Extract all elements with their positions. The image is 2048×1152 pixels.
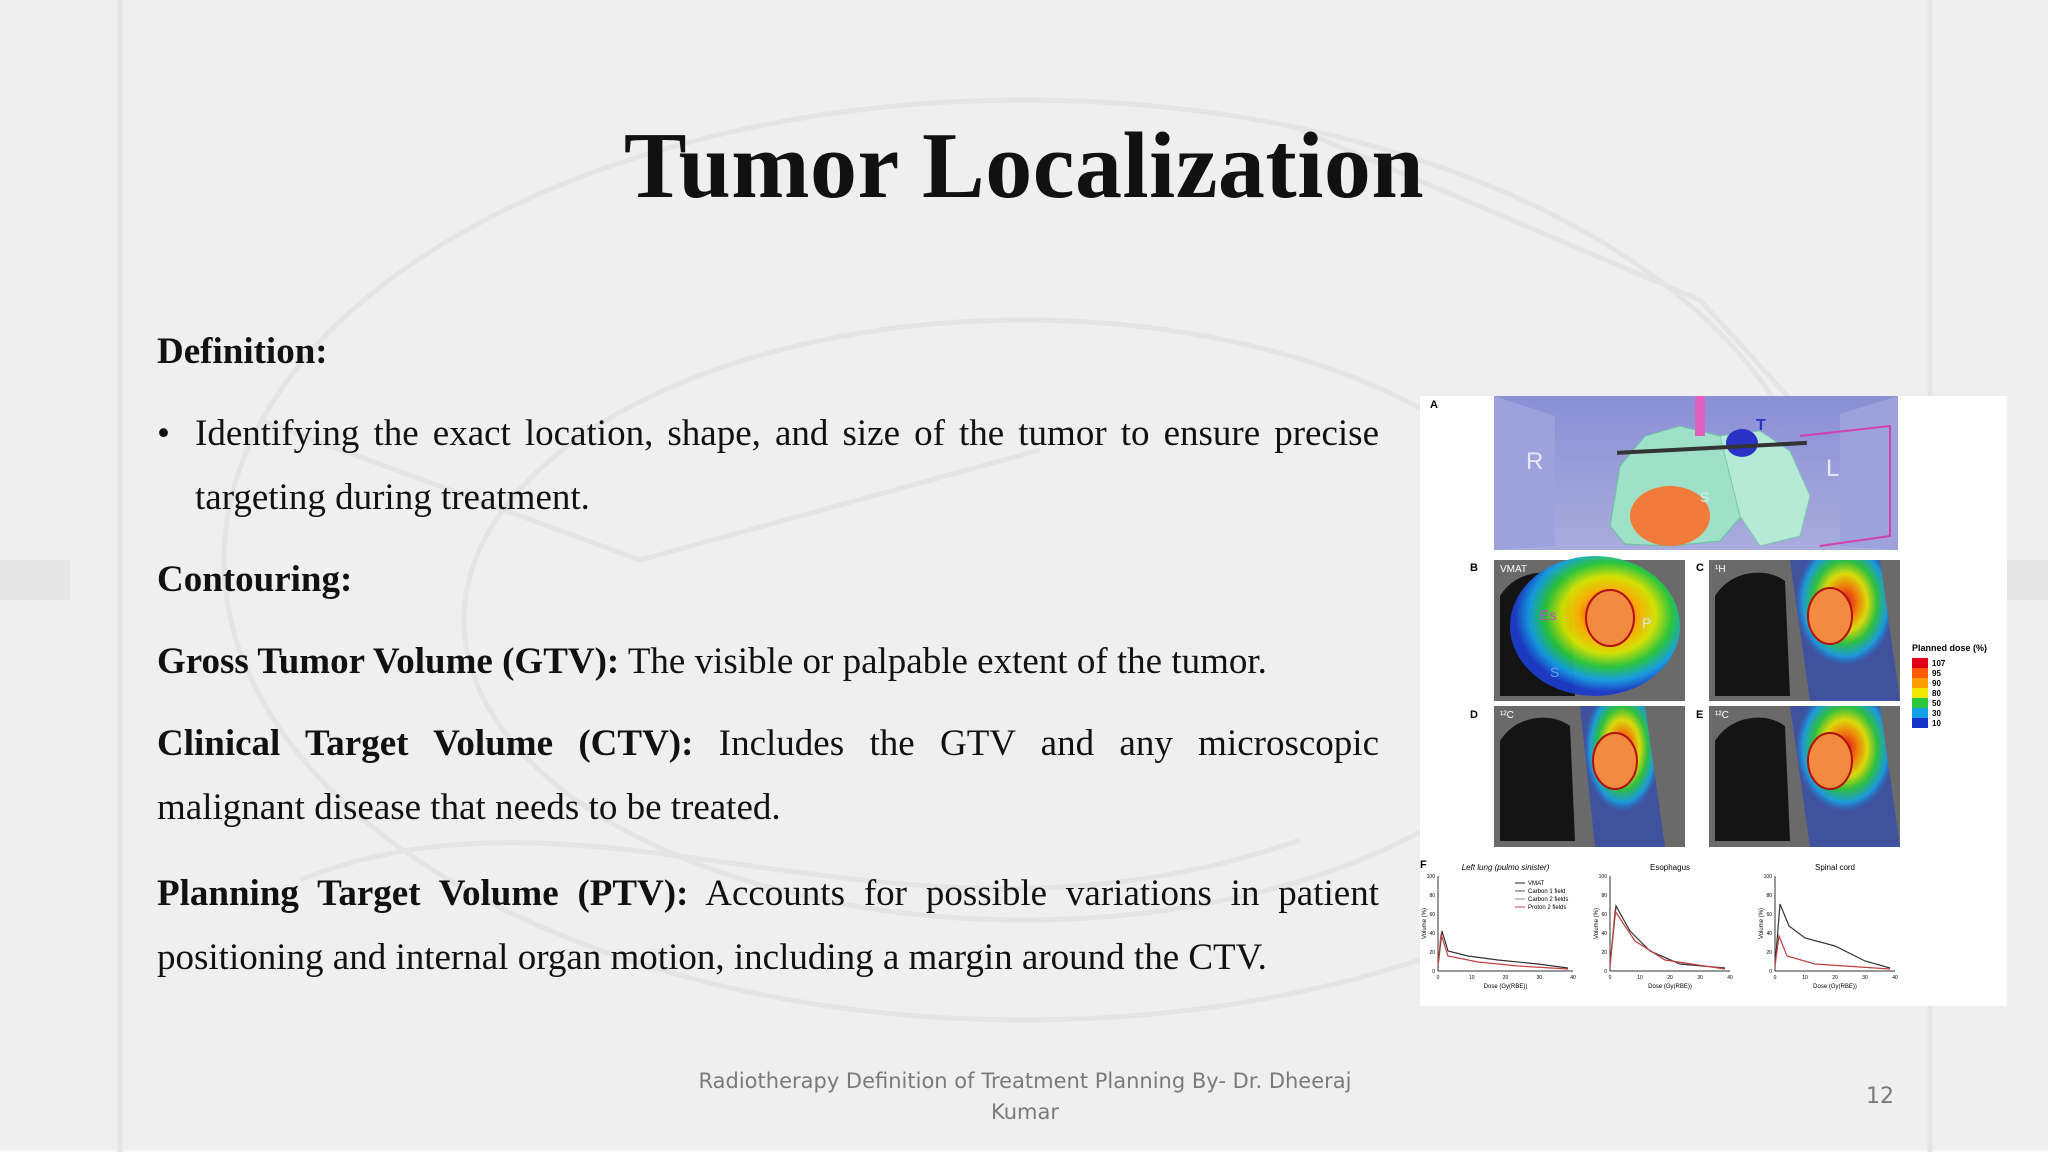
dose-level-label: 107 [1932, 659, 1946, 668]
panel-e-label: E [1696, 709, 1704, 721]
dvh-y-tick: 100 [1763, 874, 1772, 880]
gtv-paragraph [157, 630, 1379, 694]
dvh-x-tick: 20 [1832, 975, 1838, 981]
panel-c-mode-label: ¹H [1715, 564, 1726, 575]
dvh-y-tick: 80 [1601, 893, 1607, 899]
panel-d-label: D [1470, 709, 1478, 721]
page-number: 12 [1866, 1084, 1894, 1109]
panel-f-label: F [1420, 859, 1427, 871]
dvh-x-tick: 30 [1697, 975, 1703, 981]
panel-e-mode-label: ¹²C [1715, 710, 1729, 721]
dvh-legend-label: Carbon 1 field [1528, 889, 1566, 895]
dvh-y-tick: 80 [1429, 893, 1435, 899]
dvh-y-tick: 100 [1426, 874, 1435, 880]
dose-level-label: 50 [1932, 699, 1941, 708]
dvh-x-tick: 20 [1502, 975, 1509, 981]
dvh-x-tick: 10 [1802, 975, 1808, 981]
dvh-legend-label: VMAT [1528, 881, 1545, 887]
definition-heading: Definition: [157, 331, 328, 372]
slide-title: Tumor Localization [623, 114, 1425, 218]
footer-line-1: Radiotherapy Definition of Treatment Planning By- Dr. Dheeraj [698, 1069, 1352, 1093]
slide-body [157, 320, 1379, 990]
dvh-x-tick: 40 [1892, 975, 1898, 981]
dvh-y-tick: 20 [1766, 950, 1772, 956]
dose-swatch [1912, 708, 1928, 718]
dvh-title: Left lung (pulmo sinister) [1461, 863, 1550, 872]
dvh-x-tick: 0 [1436, 975, 1440, 981]
dvh-y-tick: 0 [1604, 969, 1607, 975]
contouring-heading: Contouring: [157, 559, 353, 600]
dose-swatch [1912, 688, 1928, 698]
panel-c-label: C [1696, 562, 1704, 574]
dose-swatch [1912, 698, 1928, 708]
dvh-y-tick: 60 [1601, 912, 1607, 918]
gtv-text: The visible or palpable extent of the tumor. [619, 641, 1267, 682]
dose-swatch [1912, 668, 1928, 678]
dose-level-label: 10 [1932, 719, 1941, 728]
dvh-x-tick: 30 [1536, 975, 1543, 981]
dvh-y-tick: 80 [1766, 893, 1772, 899]
panel-a-spine-label: S [1700, 489, 1710, 505]
dose-swatch [1912, 678, 1928, 688]
dvh-title: Esophagus [1649, 863, 1691, 872]
dvh-y-tick: 40 [1601, 931, 1607, 937]
dvh-x-tick: 0 [1608, 975, 1612, 981]
panel-a-right-label: R [1526, 448, 1544, 475]
panel-a-left-label: L [1826, 455, 1840, 482]
dose-level-label: 30 [1932, 709, 1941, 718]
ctv-label: Clinical Target Volume (CTV): [157, 723, 694, 764]
dvh-x-label: Dose (Gy(RBE)) [1648, 984, 1692, 990]
dvh-y-label: Volume (%) [1594, 907, 1600, 940]
dvh-y-tick: 0 [1432, 969, 1435, 975]
panel-d-mode-label: ¹²C [1500, 710, 1514, 721]
dvh-x-tick: 0 [1773, 975, 1777, 981]
panel-a-label: A [1430, 399, 1438, 411]
dvh-y-label: Volume (%) [1422, 907, 1428, 940]
dvh-y-tick: 40 [1429, 931, 1435, 937]
ptv-text: Accounts for possible variations in patient positioning and internal organ motion, including a margin around the CTV. [157, 873, 1379, 978]
dvh-x-tick: 40 [1727, 975, 1733, 981]
panel-b-esophagus-label: Es [1540, 607, 1557, 623]
dvh-legend-label: Proton 2 fields [1528, 905, 1567, 911]
dvh-y-label: Volume (%) [1759, 907, 1765, 940]
panel-b-pulmo-label: P [1642, 615, 1652, 631]
footer-line-2: Kumar [991, 1100, 1059, 1124]
dose-level-label: 90 [1932, 679, 1941, 688]
dose-level-label: 80 [1932, 689, 1941, 698]
dvh-x-label: Dose (Gy(RBE)) [1813, 984, 1857, 990]
dvh-title: Spinal cord [1814, 863, 1856, 872]
ctv-paragraph [157, 712, 1379, 840]
dvh-legend-label: Carbon 2 fields [1528, 897, 1569, 903]
bullet-icon: • [157, 413, 170, 454]
definition-bullet [157, 402, 1379, 530]
ptv-paragraph [157, 862, 1379, 990]
dvh-y-tick: 20 [1601, 950, 1607, 956]
panel-b-label: B [1470, 562, 1478, 574]
panel-b-mode-label: VMAT [1500, 564, 1528, 575]
slide-footer [680, 1066, 1370, 1128]
dose-distribution-figure [1420, 396, 2007, 1006]
gtv-label: Gross Tumor Volume (GTV): [157, 641, 620, 682]
dvh-x-tick: 20 [1667, 975, 1673, 981]
dvh-x-tick: 30 [1862, 975, 1868, 981]
dvh-y-tick: 20 [1429, 950, 1435, 956]
dose-level-label: 95 [1932, 669, 1941, 678]
dvh-y-tick: 40 [1766, 931, 1772, 937]
dvh-y-tick: 0 [1769, 969, 1772, 975]
dvh-x-tick: 10 [1637, 975, 1643, 981]
dose-swatch [1912, 718, 1928, 728]
dose-legend-title: Planned dose (%) [1912, 643, 1988, 653]
dose-swatch [1912, 658, 1928, 668]
dvh-x-tick: 10 [1468, 975, 1475, 981]
ctv-text: Includes the GTV and any microscopic malignant disease that needs to be treated. [157, 723, 1380, 828]
dvh-x-label: Dose (Gy(RBE)) [1483, 984, 1528, 990]
definition-bullet-text: Identifying the exact location, shape, and size of the tumor to ensure precise targeting during treatment. [195, 413, 1379, 518]
panel-b-spine-label: S [1550, 664, 1560, 680]
dvh-x-tick: 40 [1570, 975, 1576, 981]
dvh-y-tick: 60 [1766, 912, 1772, 918]
ptv-label: Planning Target Volume (PTV): [157, 873, 689, 914]
panel-a-tumor-label: T [1756, 417, 1766, 434]
dvh-y-tick: 60 [1429, 912, 1435, 918]
dvh-y-tick: 100 [1598, 874, 1607, 880]
